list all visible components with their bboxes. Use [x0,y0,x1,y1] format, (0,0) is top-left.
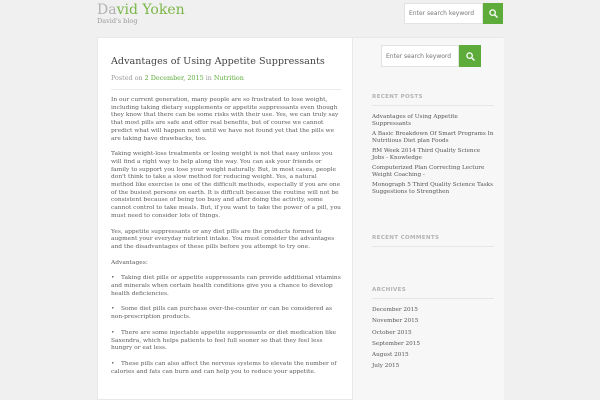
page-container [97,37,503,400]
recent-comments-widget [372,235,494,247]
divider [372,246,494,247]
recent-post-link[interactable]: RM Week 2014 Third Quality Science Jobs - Knowledge [372,148,481,161]
bullet-icon: • [111,329,115,336]
sidebar-search-form [381,45,481,67]
search-icon [489,9,498,18]
widget-title: RECENT COMMENTS [372,235,440,241]
search-icon [466,52,475,61]
recent-post-link[interactable]: Advantages of Using Appetite Suppressants [372,114,458,127]
post-title[interactable]: Advantages of Using Appetite Suppressants [111,56,325,67]
archive-link[interactable]: September 2015 [372,340,420,347]
blog-post [111,56,341,384]
archives-list [372,307,494,370]
header-search-form [404,3,503,24]
recent-post-link[interactable]: A Basic Breakdown Of Smart Programs In Nutritious Diet plan Foods [372,131,494,144]
post-paragraph: In our current generation, many people are so frustrated to lose weight, including taking dietary supplements or appetite suppressants even though they know that there can be some risks with their use. Yes, we can truly say that most pills are safe and offer real benefits, but of course we cannot predict what will happen next until we have not found yet that the pills we are taking have drawbacks, too. [111,97,339,142]
recent-post-link[interactable]: Monograph 5 Third Quality Science Tasks Suggestions to Strengthen [372,182,494,195]
bullet-item: • Taking diet pills or appetite suppressants can provide additional vitamins and minerals when certain health conditions give you a chance to develop health deficiencies. [111,275,341,297]
sidebar-search-button[interactable] [459,45,481,67]
post-paragraph: Yes, appetite suppressants or any diet pills are the products formed to augment your everyday nutrient intake. You must consider the advantages and the disadvantages of these pills before you attempt to try one. [111,228,335,250]
post-category-link[interactable]: Nutrition [213,74,244,82]
site-title[interactable]: David Yoken [97,2,185,18]
header-search-input[interactable] [404,3,483,24]
archive-link[interactable]: November 2015 [372,318,419,325]
bullet-icon: • [111,360,115,367]
archive-link[interactable]: October 2015 [372,329,412,336]
recent-posts-widget [372,94,494,199]
widget-title: ARCHIVES [372,287,407,293]
divider [372,298,494,299]
recent-posts-list [372,114,494,195]
recent-post-link[interactable]: Computerized Plan Correcting Lecture Weight Coaching - [372,165,485,178]
bullet-icon: • [111,306,115,313]
widget-title: RECENT POSTS [372,94,423,100]
sidebar-search-input[interactable] [381,45,459,67]
archive-link[interactable]: December 2015 [372,307,418,313]
header-search-button[interactable] [483,3,503,24]
post-meta: Posted on 2 December, 2015 in Nutrition [111,74,244,82]
site-header [0,0,600,36]
archive-link[interactable]: August 2015 [372,352,409,359]
archive-link[interactable]: July 2015 [372,363,400,370]
divider [372,105,494,106]
post-date-link[interactable]: 2 December, 2015 [144,74,204,82]
archives-widget [372,287,494,375]
post-paragraph: Advantages: [111,259,148,266]
bullet-icon: • [111,275,115,282]
post-body [111,97,341,376]
bullet-item: • These pills can also affect the nervous systems to elevate the number of calories and fats can burn and can help you to reduce your appetite. [111,360,337,375]
divider [111,89,341,90]
bullet-item: • Some diet pills can purchase over-the-counter or can be considered as non-prescription products. [111,306,332,321]
site-tagline: David's blog [97,17,138,25]
bullet-item: • There are some injectable appetite suppressants or diet medication like Saxendra, which helps patients to feel full sooner so that they feel less hungry or eat less. [111,329,336,352]
post-paragraph: Taking weight-loss treatments or losing weight is not that easy unless you will find a right way to help along the way. You can ask your friends or family to support you lose your weight naturally. But, in most cases, people don't think to take a slow method for reducing weight. Yes, a natural method like exercise is one of the difficult methods, especially if you are one of the busiest persons on earth. It is difficult because the routine will not be consistent because of being too busy and after doing the activity, some cannot control to take meals. But, if you want to take the power of a pill, you must need to consider lots of things. [111,151,341,219]
